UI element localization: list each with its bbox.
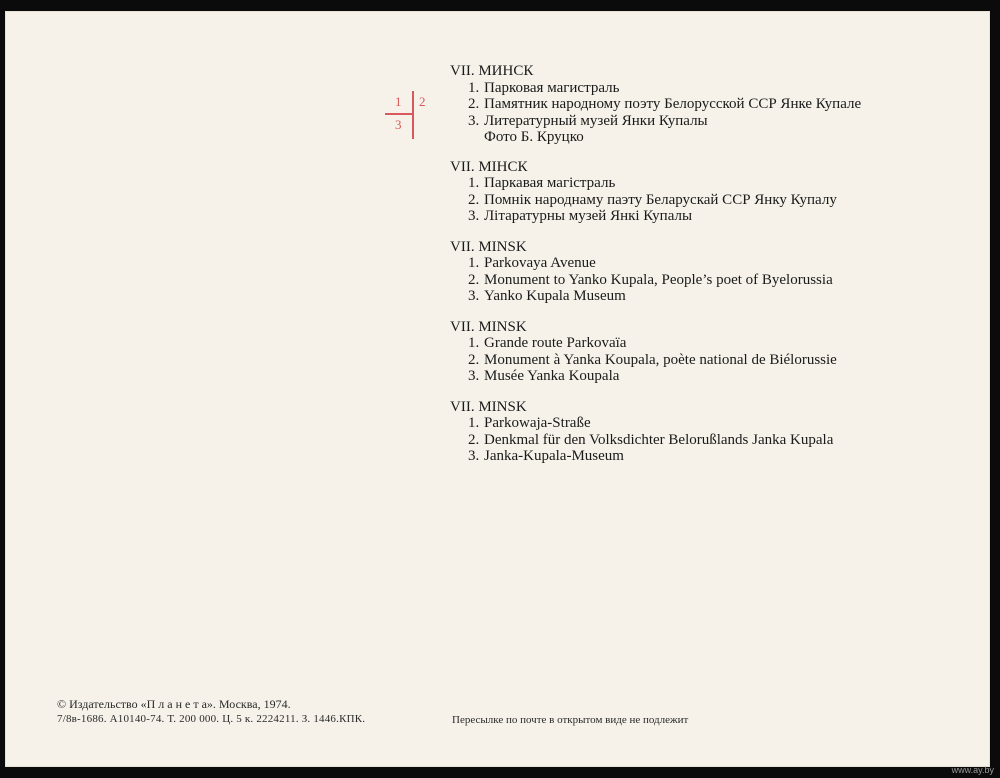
- list-item: 1. Parkovaya Avenue: [468, 255, 596, 271]
- watermark: www.ay.by: [951, 765, 994, 775]
- list-item: 2. Denkmal für den Volksdichter Belorußlands Janka Kupala: [468, 431, 834, 448]
- publisher-copyright: © Издательство «П л а н е т а». Москва, 1974.: [57, 697, 291, 711]
- list-item: 2. Помнік народнаму паэту Беларускай ССР Янку Купалу: [468, 191, 837, 208]
- section-french: [450, 319, 970, 385]
- print-codes: 7/8в-1686. А10140-74. Т. 200 000. Ц. 5 к. 2224211. З. 1446.КПК.: [57, 713, 366, 725]
- list-item: 3. Janka-Kupala-Museum: [468, 448, 624, 464]
- list-item: 1. Parkowaja-Straße: [468, 415, 591, 431]
- diagram-horizontal-line: [385, 113, 414, 115]
- list-item: 1. Парковая магистраль: [468, 79, 620, 96]
- diagram-vertical-line: [412, 91, 414, 139]
- diagram-number-2: 2: [419, 94, 426, 109]
- section-english: [450, 239, 970, 305]
- list-item: 1. Grande route Parkovaïa: [468, 335, 627, 351]
- section-title: VII. МИНСК: [450, 63, 534, 79]
- photo-layout-diagram: [381, 91, 431, 141]
- section-title: VII. MINSK: [450, 398, 527, 415]
- section-russian: [450, 63, 970, 146]
- list-item: 3. Musée Yanka Koupala: [468, 368, 620, 384]
- section-title: VII. MINSK: [450, 318, 527, 335]
- section-german: [450, 399, 970, 465]
- list-item: 3. Yanko Kupala Museum: [468, 288, 626, 304]
- list-item: 3. Литературный музей Янки Купалы: [468, 112, 708, 129]
- list-item: 3. Літаратурны музей Янкі Купалы: [468, 208, 693, 224]
- section-title: VII. MINSK: [450, 238, 527, 255]
- section-title: VII. МІНСК: [450, 158, 528, 175]
- list-item: 2. Monument to Yanko Kupala, People’s poet of Byelorussia: [468, 271, 833, 288]
- list-item: 2. Monument à Yanka Koupala, poète national de Biélorussie: [468, 351, 837, 368]
- list-item: 1. Паркавая магістраль: [468, 175, 616, 191]
- postal-notice: Пересылке по почте в открытом виде не подлежит: [452, 714, 689, 726]
- diagram-number-1: 1: [395, 94, 402, 109]
- diagram-number-3: 3: [395, 117, 402, 132]
- section-belarusian: [450, 159, 970, 225]
- captions: [450, 63, 970, 479]
- list-item: 2. Памятник народному поэту Белорусской ССР Янке Купале: [468, 96, 862, 112]
- photo-credit: Фото Б. Круцко: [484, 129, 584, 145]
